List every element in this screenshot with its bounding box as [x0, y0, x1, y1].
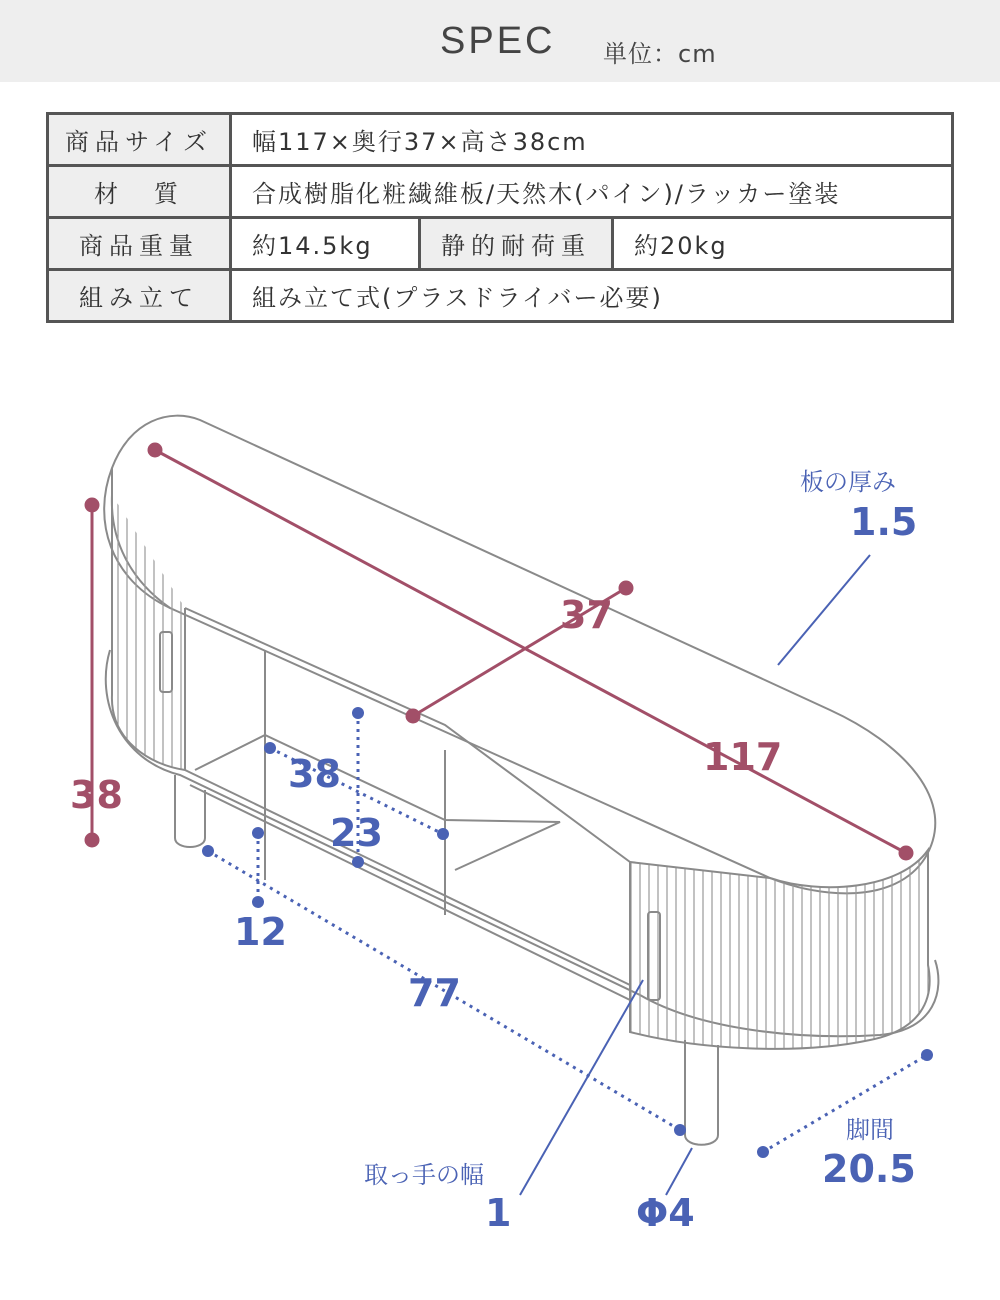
row-value: 組み立て式(プラスドライバー必要) [231, 270, 953, 322]
shelf-height-label: 23 [330, 811, 383, 855]
unit-label: 単位：cm [603, 40, 717, 68]
shelf-width-label: 38 [288, 752, 341, 796]
handle-width-value: 1 [485, 1191, 512, 1235]
depth-label: 37 [560, 593, 613, 637]
spec-title: SPEC [440, 20, 556, 62]
width-label: 117 [703, 735, 783, 779]
row-value: 約14.5kg [231, 218, 420, 270]
board-thickness-caption: 板の厚み [800, 468, 896, 496]
leg-inset-label: 12 [234, 910, 287, 954]
row-value: 幅117×奥行37×高さ38cm [231, 114, 953, 166]
handle-width-caption: 取っ手の幅 [364, 1161, 484, 1189]
row-label: 組み立て [48, 270, 231, 322]
row-label: 商品重量 [48, 218, 231, 270]
furniture-drawing [104, 416, 938, 1145]
row-value: 合成樹脂化粧繊維板/天然木(パイン)/ラッカー塗装 [231, 166, 953, 218]
bottom-board-2 [190, 785, 630, 1000]
row-label: 商品サイズ [48, 114, 231, 166]
leg-diameter-label: Φ4 [636, 1191, 695, 1235]
row-label-2: 静的耐荷重 [420, 218, 613, 270]
row-value-2: 約20kg [613, 218, 953, 270]
leg-right [685, 1040, 718, 1145]
leg-span-label: 77 [408, 971, 461, 1015]
leg-gap-value: 20.5 [822, 1147, 916, 1191]
board-thickness-value: 1.5 [850, 500, 918, 544]
leg-gap-caption: 脚間 [846, 1116, 894, 1144]
height-label: 38 [70, 773, 123, 817]
row-label: 材 質 [48, 166, 231, 218]
